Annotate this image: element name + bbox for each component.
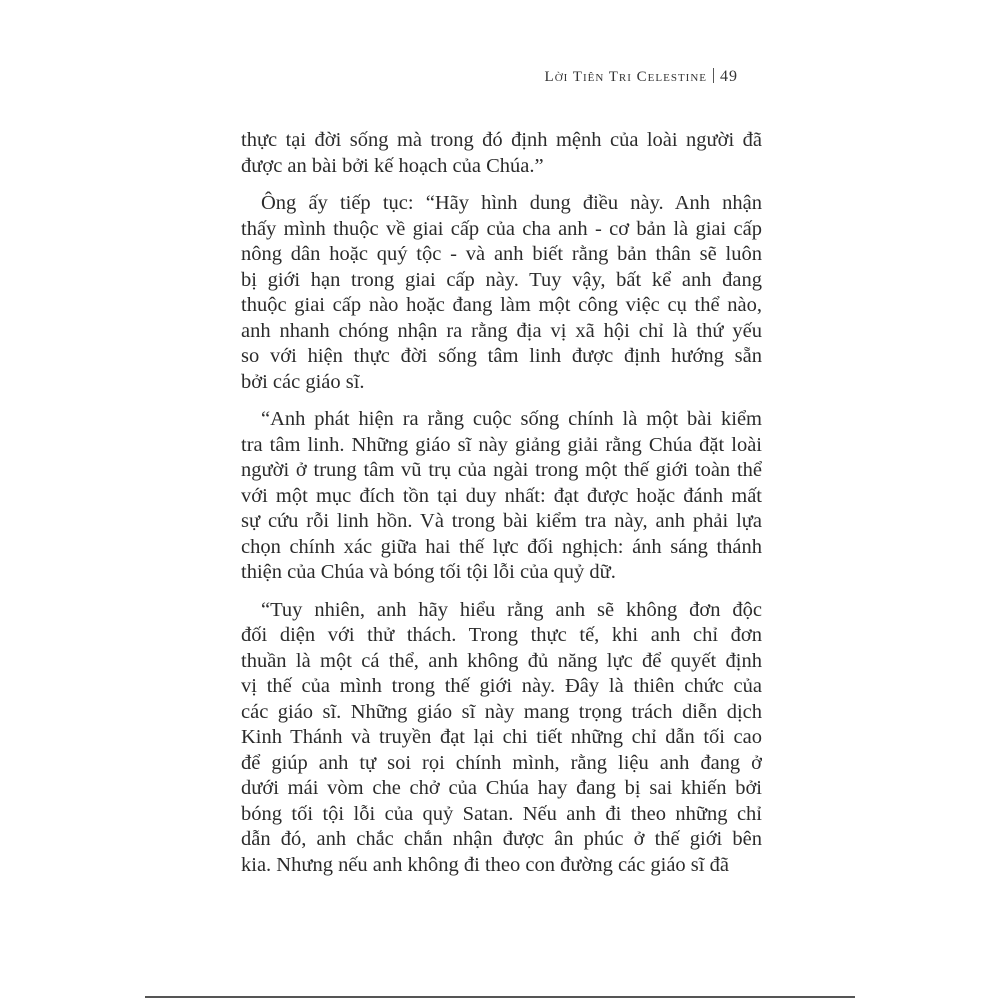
text-line: “Anh phát hiện ra rằng cuộc sống chính là một bài kiểm bbox=[261, 408, 762, 430]
text-line: với một mục đích tồn tại duy nhất: đạt được hoặc đánh mất bbox=[241, 484, 762, 507]
text-line: Kinh Thánh và truyền đạt lại chi tiết những chỉ dẫn tối cao bbox=[241, 726, 762, 748]
text-line: thực tại đời sống mà trong đó định mệnh của loài người đã bbox=[241, 129, 762, 151]
text-line: dẫn đó, anh chắc chắn nhận được ân phúc ở thế giới bên bbox=[241, 828, 762, 850]
text-line: sự cứu rỗi linh hồn. Và trong bài kiểm tra này, anh phải lựa bbox=[241, 510, 762, 532]
text-line: thiện của Chúa và bóng tối tội lỗi của quỷ dữ. bbox=[241, 561, 616, 583]
body-text bbox=[241, 128, 762, 890]
paragraph bbox=[241, 598, 762, 879]
text-line: so với hiện thực đời sống tâm linh được định hướng sẵn bbox=[241, 345, 762, 367]
running-header bbox=[545, 68, 738, 86]
header-separator bbox=[713, 68, 714, 83]
text-line: tra tâm linh. Những giáo sĩ này giảng giải rằng Chúa đặt loài bbox=[241, 433, 762, 456]
text-line: bóng tối tội lỗi của quỷ Satan. Nếu anh đi theo những chỉ bbox=[241, 802, 762, 825]
text-line: các giáo sĩ. Những giáo sĩ này mang trọng trách diễn dịch bbox=[241, 700, 762, 723]
page-bottom-rule bbox=[145, 996, 855, 998]
paragraph bbox=[241, 407, 762, 586]
paragraph bbox=[241, 191, 762, 395]
text-line: được an bài bởi kế hoạch của Chúa.” bbox=[241, 154, 544, 177]
text-line: Ông ấy tiếp tục: “Hãy hình dung điều này. Anh nhận bbox=[261, 192, 762, 214]
text-line: “Tuy nhiên, anh hãy hiểu rằng anh sẽ không đơn độc bbox=[261, 598, 762, 621]
text-line: dưới mái vòm che chở của Chúa hay đang bị sai khiến bởi bbox=[241, 777, 762, 799]
text-line: bởi các giáo sĩ. bbox=[241, 370, 365, 393]
text-line: kia. Nhưng nếu anh không đi theo con đường các giáo sĩ đã bbox=[241, 853, 729, 876]
text-line: bị giới hạn trong giai cấp này. Tuy vậy, bất kể anh đang bbox=[241, 268, 762, 291]
text-line: thấy mình thuộc về giai cấp của cha anh - cơ bản là giai cấp bbox=[241, 217, 762, 240]
text-line: thuộc giai cấp nào hoặc đang làm một công việc cụ thể nào, bbox=[241, 294, 762, 316]
text-line: anh nhanh chóng nhận ra rằng địa vị xã hội chỉ là thứ yếu bbox=[241, 319, 762, 342]
text-line: đối diện với thử thách. Trong thực tế, khi anh chỉ đơn bbox=[241, 624, 762, 646]
paragraph bbox=[241, 128, 762, 179]
book-title: Lời Tiên Tri Celestine bbox=[544, 69, 707, 85]
page-number: 49 bbox=[720, 68, 738, 85]
text-line: chọn chính xác giữa hai thế lực đối nghịch: ánh sáng thánh bbox=[241, 535, 762, 558]
text-line: nông dân hoặc quý tộc - và anh biết rằng bản thân sẽ luôn bbox=[241, 243, 762, 265]
text-line: vị thế của mình trong thế giới này. Đây là thiên chức của bbox=[241, 675, 762, 697]
text-line: để giúp anh tự soi rọi chính mình, rằng liệu anh đang ở bbox=[241, 751, 762, 774]
text-line: người ở trung tâm vũ trụ của ngài trong một thế giới toàn thể bbox=[241, 459, 762, 481]
text-line: thuần là một cá thể, anh không đủ năng lực để quyết định bbox=[241, 649, 762, 672]
